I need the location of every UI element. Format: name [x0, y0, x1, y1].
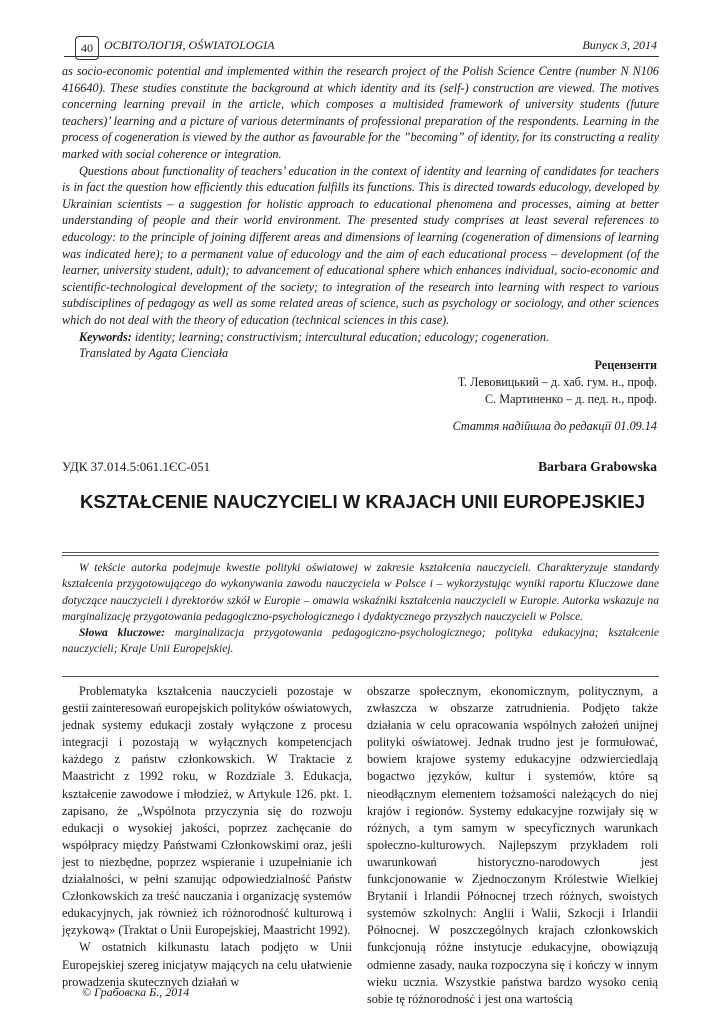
- english-abstract-paragraph: as socio-economic potential and implemented within the research project of the Polish Science Centre (number N N106 416640). These studies constitute the background at which identity and its (self-) construction are viewed. The motives concerning learning prevail in the article, which composes a multisided framework of university students (future teachers)’ learning and a picture of various determinants of professional preparation of the respondents. Learning in the process of cogeneration is viewed by the author as favourable for the ”becoming” of identity, for its constructing a reality marked with social coherence or integration.: [62, 64, 659, 161]
- polish-keywords-label: Słowa kluczowe:: [79, 627, 165, 640]
- body-paragraph: Problematyka kształcenia nauczycieli pozostaje w gestii zainteresowań europejskich polityków oświatowych, jednak systemy edukacji zostały wyłączone z procesu integracji i pozostają w wyłącznych kompetencjach każdego z państw członkowskich. W Traktacie z Maastricht z 1992 roku, w Rozdziale 3. Edukacja, kształcenie zawodowe i młodzież, w Artykule 126. pkt. 1. zapisano, że „Wspólnota przyczynia się do rozwoju edukacji o wysokiej jakości, poprzez zachęcanie do współpracy między Państwami Członkowskimi oraz, jeśli jest to niezbędne, poprzez wspieranie i uzupełnianie ich działalności, w pełni szanując odpowiedzialność Państw Członkowskich za treść nauczania i organizację systemów edukacyjnych, jak również ich różnorodność kulturową i językową» (Traktat o Unii Europejskiej, Maastricht 1992).: [62, 684, 352, 938]
- english-abstract: [62, 63, 659, 362]
- issue-label: Випуск 3, 2014: [582, 38, 657, 52]
- translator-note: Translated by Agata Cienciała: [79, 346, 229, 361]
- polish-abstract-text: W tekście autorka podejmuje kwestie polityki oświatowej w zakresie kształcenia nauczycieli. Charakteryzuje standardy kształcenia przygotowującego do wykonywania zawodu nauczyciela w Polsce i – wykorzystując wyniki raportu Kluczowe dane dotyczące nauczycieli i dyrektorów szkół w Europie – omawia wskaźniki kształcenia nauczycieli w Europie. Autorka wskazuje na marginalizację przygotowania pedagogiczno-psychologicznego i dydaktycznego przyszłych nauczycieli w Polsce.: [62, 562, 659, 623]
- english-abstract-paragraph: Questions about functionality of teachers’ education in the context of identity and learning of candidates for teachers is in fact the question how efficiently this education fulfills its functions. This is directed towards educology, developed by Ukrainian scientists – a suggestion for holistic approach to educational phenomena and processes, aiming at better understanding of people and their world environment. The presented study comprises at least several references to educology: to the principle of joining different areas and dimensions of learning (cogeneration of dimensions of learning was indicated here); to a permanent value of educology and the aim of each educational process – development (of the learner, university student, adult); to advancement of educational sphere which enhances individual, socio-economic and scientific-technological development of the society; to integration of the research into learning with respect to various subdisciplines of pedagogy as well as some related areas of science, such as psychology or sociology, and other sciences which do not deal with the theory of education (technical sciences in this case).: [62, 163, 659, 327]
- header-rule: [64, 56, 659, 57]
- reviewers-title: Рецензенти: [594, 358, 657, 372]
- polish-abstract: [62, 560, 659, 658]
- abstract-rule-top-inner: [62, 555, 659, 556]
- page-number: 40: [75, 36, 99, 60]
- keywords-label: Keywords:: [79, 329, 132, 344]
- english-keywords: [62, 329, 659, 346]
- journal-title: ОСВІТОЛОГІЯ, OŚWIATOLOGIA: [104, 38, 275, 52]
- body-paragraph: obszarze społecznym, ekonomicznym, politycznym, a zwłaszcza w obszarze zatrudnienia. Podjęto także działania w celu opracowania wspólnych założeń unijnej polityki oświatowej. Jednak trudno jest je formułować, bowiem krajowe systemy edukacyjne odzwierciedlają bogactwo języków, kultur i systemów, które są nieodłącznym elementem tożsamości należących do niej krajów i regionów. Systemy edukacyjne rozwijały się w różnych, a tym samym w specyficznych warunkach społeczno-kulturowych. Najlepszym przykładem roli uwarunkowań historyczno-narodowych jest funkcjonowanie w Zjednoczonym Królestwie Wielkiej Brytanii i Irlandii Północnej trzech różnych, swoistych systemów szkolnych: Anglii i Walii, Szkocji i Irlandii Północnej. W poszczególnych krajach członkowskich funkcjonują różne instytucje edukacyjne, obowiązują odmienne zasady, nauka rozpoczyna się i kończy w innym wieku ucznia. Wszystkie państwa bardzo wysoko cenią sobie tę różnorodność i jest ona wartością: [367, 684, 658, 1006]
- body-paragraph: W ostatnich kilkunastu latach podjęto w Unii Europejskiej szereg inicjatyw mających na celu ułatwienie prowadzenia skutecznych działań w: [62, 940, 352, 989]
- copyright-footer: © Грабовска Б., 2014: [82, 985, 190, 999]
- polish-keywords-text: marginalizacja przygotowania pedagogiczno-psychologicznego; polityka edukacyjna; kształcenie nauczycieli; Kraje Unii Europejskiej.: [62, 627, 659, 656]
- keywords-text: identity; learning; constructivism; intercultural education; educology; cogeneration.: [131, 329, 550, 344]
- abstract-rule-bottom: [62, 676, 659, 677]
- author-name: Barbara Grabowska: [538, 459, 657, 474]
- udk-code: УДК 37.014.5:061.1ЄС-051: [62, 459, 211, 474]
- polish-keywords: [62, 625, 659, 658]
- article-title: KSZTAŁCENIE NAUCZYCIELI W KRAJACH UNII EUROPEJSKIEJ: [80, 491, 645, 512]
- abstract-rule-top: [62, 552, 659, 553]
- body-column-left: [62, 683, 352, 991]
- received-date: Стаття надійшла до редакції 01.09.14: [452, 419, 657, 433]
- reviewer-2: С. Мартиненко – д. пед. н., проф.: [485, 392, 657, 406]
- body-column-right: [367, 683, 658, 1008]
- reviewer-1: Т. Левовицький – д. хаб. гум. н., проф.: [457, 375, 657, 389]
- reviewers-block: [458, 357, 657, 408]
